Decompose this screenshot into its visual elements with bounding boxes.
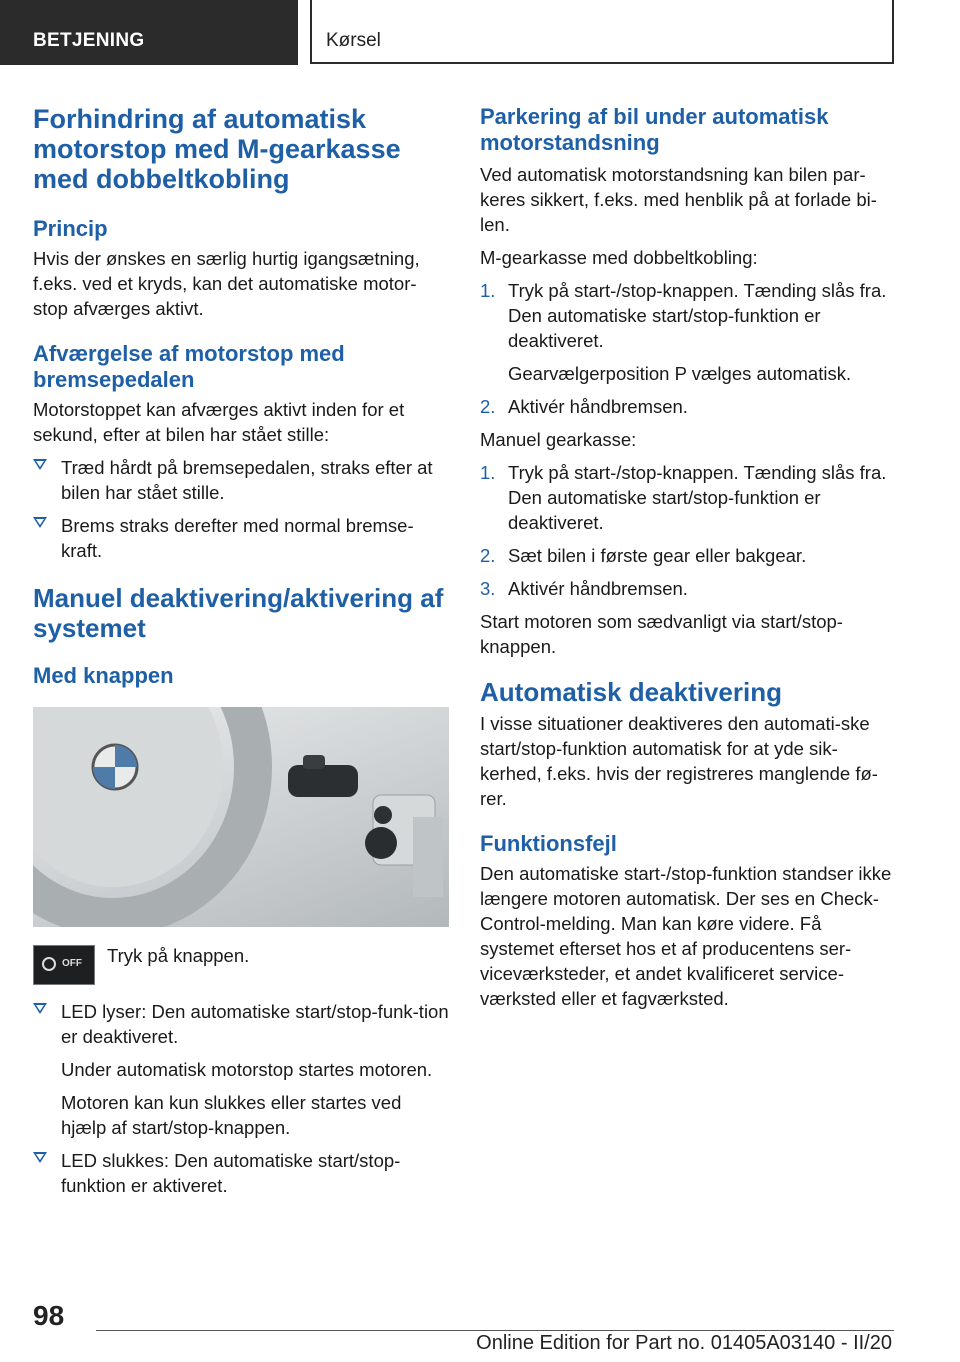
fejl-text: Den automatiske start-/stop-funktion standser ikke længere motoren automatisk. Der ses en Check-Control-melding. Man kan køre videre. Få systemet efterset hos et af producentens ser-viceværksteder, et andet kvalificeret service-værksted eller et fagværksted. (480, 863, 892, 1009)
page-header (0, 0, 960, 66)
off-icon-label: OFF (62, 958, 82, 969)
page-number: 98 (33, 1300, 65, 1331)
icon-caption: Tryk på knappen. (107, 945, 250, 966)
footer-edition: Online Edition for Part no. 01405A03140 - II/20 (476, 1332, 892, 1354)
step-number: 1. (480, 462, 496, 483)
list-item: Brems straks derefter med normal bremse-kraft. (33, 513, 451, 563)
footer-divider (96, 1330, 894, 1331)
led-on-note: Motoren kan kun slukkes eller startes ved hjælp af start/stop-knappen. (61, 1092, 402, 1138)
list-item: 1. Tryk på start-/stop-knappen. Tænding slås fra. Den automatiske start/stop-funktion er deaktiveret. (480, 462, 887, 533)
auto-text: I visse situationer deaktiveres den automati-ske start/stop-funktion automatisk for at yde sik-kerhed, f.eks. hvis der registreres manglende fø-rer. (480, 713, 878, 809)
heading-auto-deaktivering: Automatisk deaktivering (480, 677, 782, 707)
parkering-text: Ved automatisk motorstandsning kan bilen par-keres sikkert, f.eks. med henblik på at forlade bi-len. (480, 164, 877, 235)
chapter-label: Kørsel (326, 30, 381, 51)
heading-manuel: Manuel deaktivering/aktivering af systemet (33, 583, 444, 643)
mgear-label: M-gearkasse med dobbeltkobling: (480, 247, 758, 268)
step-number: 1. (480, 280, 496, 301)
heading-funktionsfejl: Funktionsfejl (480, 831, 617, 856)
section-label: BETJENING (33, 30, 145, 51)
heading-afvaergelse: Afværgelse af motorstop med bremsepedalen (33, 341, 345, 392)
list-item: LED slukkes: Den automatiske start/stop-funktion er aktiveret. (33, 1148, 451, 1198)
list-item: LED lyser: Den automatiske start/stop-funk-tion er deaktiveret. (33, 999, 451, 1049)
left-column (33, 100, 451, 1198)
chapter-box (310, 0, 894, 64)
heading-med-knappen: Med knappen (33, 663, 174, 688)
list-item: 3. Aktivér håndbremsen. (480, 578, 688, 599)
heading-princip: Princip (33, 216, 108, 241)
right-column (480, 100, 896, 1011)
list-item: 1. Tryk på start-/stop-knappen. Tænding slås fra. Den automatiske start/stop-funktion er deaktiveret. (480, 280, 887, 351)
steering-wheel-photo (33, 707, 449, 927)
bullet-icon (33, 459, 47, 470)
list-item: 2. Sæt bilen i første gear eller bakgear. (480, 545, 807, 566)
bullet-icon (33, 1152, 47, 1163)
heading-parkering: Parkering af bil under automatisk motorstandsning (480, 104, 829, 155)
step-note: Gearvælgerposition P vælges automatisk. (508, 363, 852, 384)
afvaergelse-text: Motorstoppet kan afværges aktivt inden for et sekund, efter at bilen har stået stille: (33, 399, 405, 445)
step-number: 2. (480, 545, 496, 566)
bullet-icon (33, 517, 47, 528)
heading-prevent-stop: Forhindring af automatisk motorstop med M-gearkasse med dobbeltkobling (33, 104, 401, 194)
list-item: 2. Aktivér håndbremsen. (480, 396, 688, 417)
start-text: Start motoren som sædvanligt via start/stop-knappen. (480, 611, 843, 657)
led-on-note: Under automatisk motorstop startes motoren. (61, 1059, 433, 1080)
list-item: Træd hårdt på bremsepedalen, straks efter at bilen har stået stille. (33, 455, 451, 505)
off-button-row (33, 943, 451, 987)
auto-start-stop-off-icon (33, 945, 95, 985)
a-circle-icon (42, 957, 56, 971)
step-number: 3. (480, 578, 496, 599)
princip-text: Hvis der ønskes en særlig hurtig igangsætning, f.eks. ved et kryds, kan det automatiske motor-stop afværges aktivt. (33, 248, 420, 319)
steering-wheel-illustration (33, 707, 449, 927)
section-tab (0, 0, 298, 65)
manual-label: Manuel gearkasse: (480, 429, 637, 450)
bullet-icon (33, 1003, 47, 1014)
step-number: 2. (480, 396, 496, 417)
